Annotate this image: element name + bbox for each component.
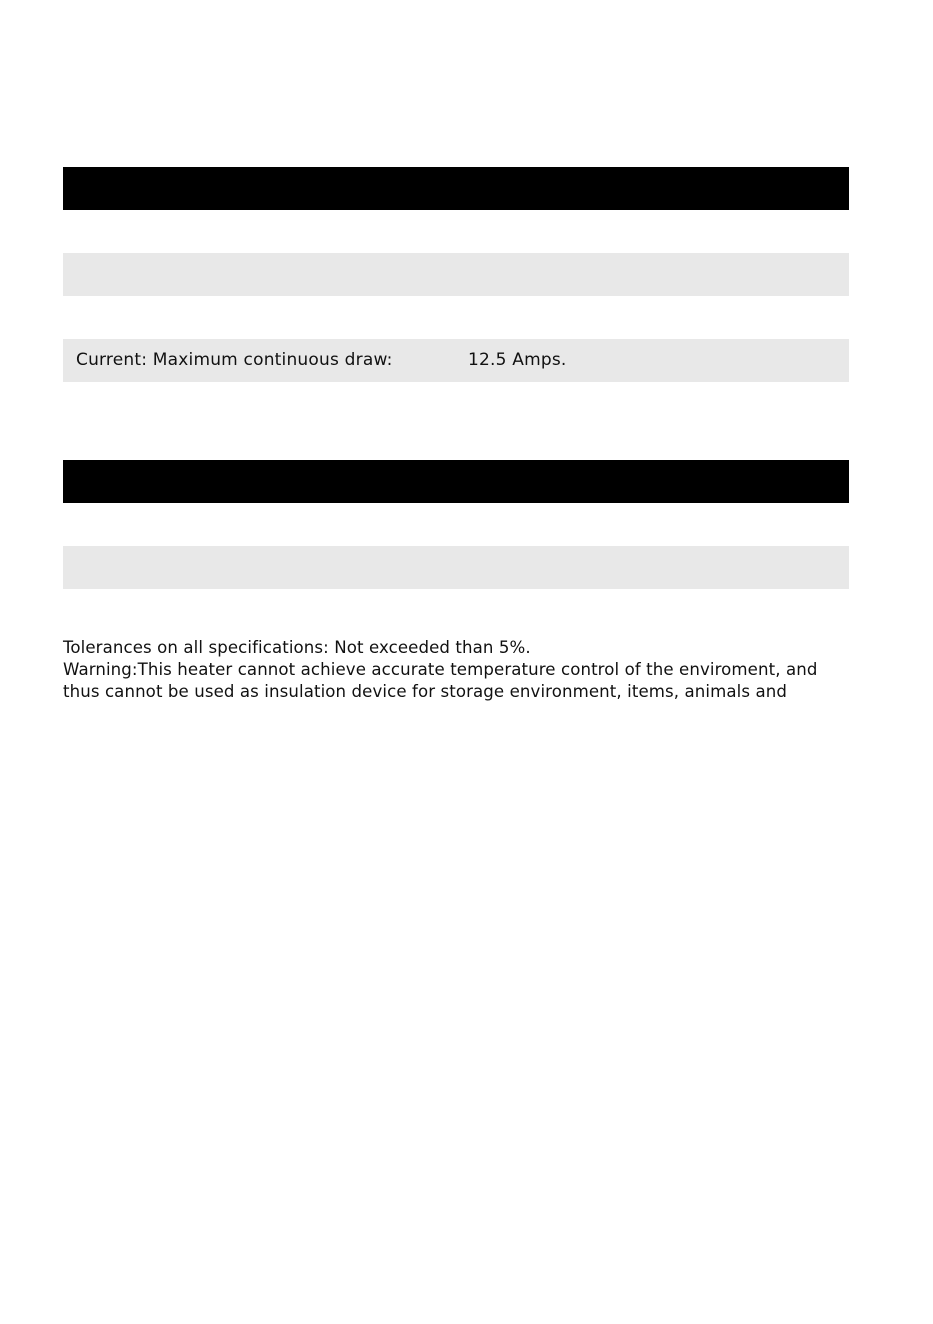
warning-note-line-1: Warning:This heater cannot achieve accurate temperature control of the enviroment, and: [63, 660, 818, 679]
spec-row-1: [63, 210, 849, 253]
spec-row-5: [63, 503, 849, 546]
section-header-bar-2: [63, 460, 849, 503]
section-header-bar-1: [63, 167, 849, 210]
tolerances-note: Tolerances on all specifications: Not exceeded than 5%.: [63, 638, 531, 657]
spec-row-current: [63, 339, 849, 382]
notes-block: [63, 637, 863, 703]
spec-row-6: [63, 546, 849, 589]
current-value: 12.5 Amps.: [468, 350, 567, 370]
spec-row-2: [63, 253, 849, 296]
warning-note-line-2: thus cannot be used as insulation device for storage environment, items, animals and: [63, 682, 788, 701]
current-label: Current: Maximum continuous draw:: [76, 350, 393, 370]
spec-row-3: [63, 296, 849, 339]
